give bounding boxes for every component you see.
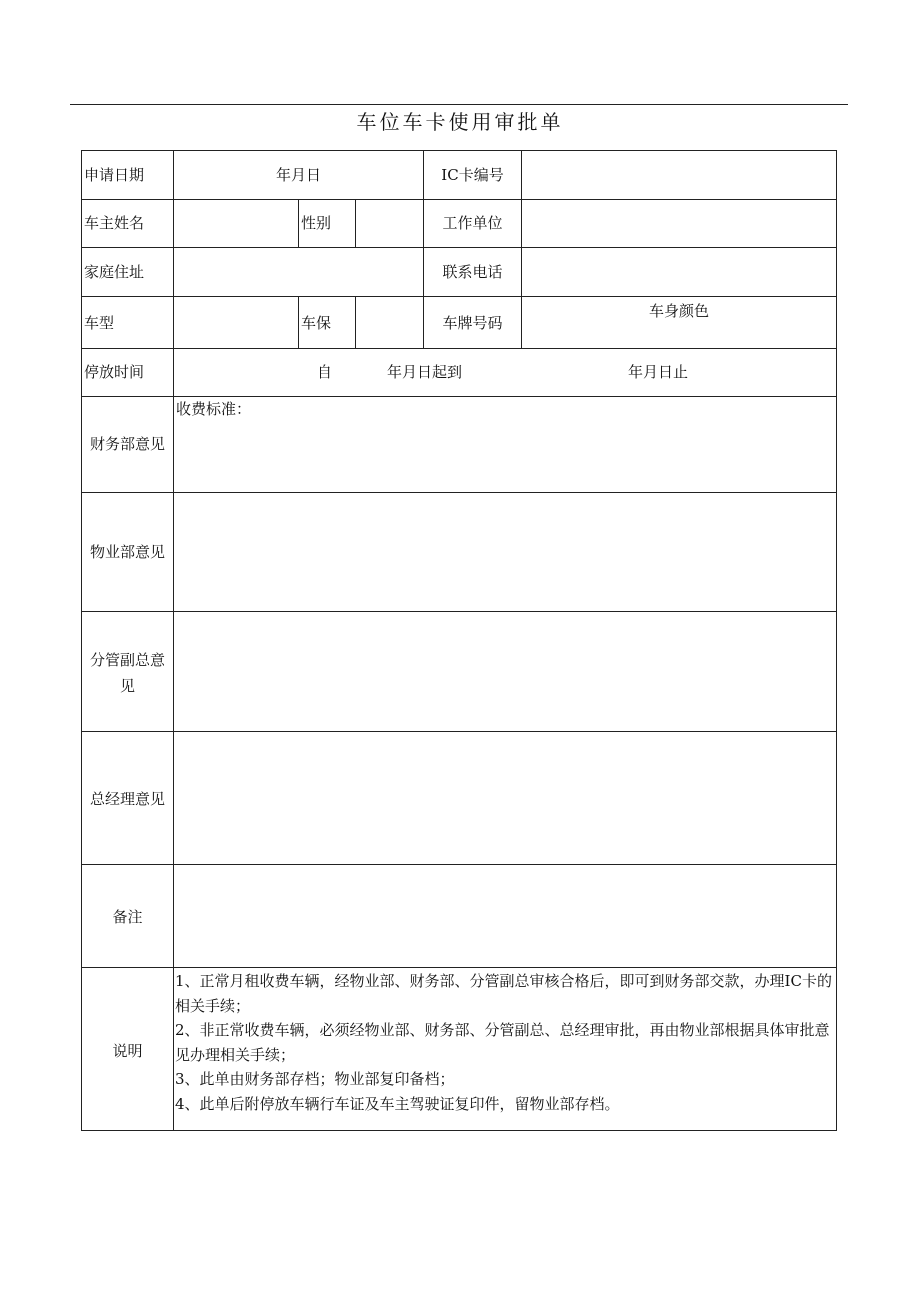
fee-standard-label: 收费标准：: [176, 400, 252, 418]
approval-form-table: [81, 150, 837, 1131]
note-item: 4、此单后附停放车辆行车证及车主驾驶证复印件，留物业部存档。: [175, 1094, 620, 1113]
apply-date-label: 申请日期: [84, 166, 145, 184]
row-divider: [82, 731, 836, 732]
note-item: 2、非正常收费车辆，必须经物业部、财务部、分管副总、总经理审批，再由物业部根据具体审批意见办理相关手续；: [175, 1021, 830, 1064]
owner-name-label: 车主姓名: [84, 214, 145, 232]
apply-date-value[interactable]: 年月日: [275, 166, 321, 184]
finance-opinion-label: 财务部意见: [89, 435, 165, 453]
header-rule: [70, 104, 848, 105]
car-model-label: 车型: [84, 314, 115, 332]
gender-label: 性别: [301, 214, 332, 232]
phone-label: 联系电话: [442, 263, 503, 281]
plate-label: 车牌号码: [442, 314, 503, 332]
col-divider: [355, 296, 356, 349]
col-divider: [298, 199, 299, 248]
park-time-label: 停放时间: [84, 363, 145, 381]
col-divider: [355, 199, 356, 248]
park-from: 自: [317, 363, 333, 381]
work-unit-label: 工作单位: [442, 214, 503, 232]
home-address-label: 家庭住址: [84, 263, 145, 281]
row-divider: [82, 967, 836, 968]
row-divider: [82, 199, 836, 200]
park-end-date[interactable]: 年月日止: [628, 363, 689, 381]
row-divider: [82, 247, 836, 248]
note-item: 1、正常月租收费车辆，经物业部、财务部、分管副总审核合格后，即可到财务部交款，办理IC卡的相关手续；: [175, 972, 832, 1015]
property-opinion-label: 物业部意见: [89, 543, 165, 561]
car-insurance-label: 车保: [301, 314, 332, 332]
row-divider: [82, 348, 836, 349]
page-title: 车位车卡使用审批单: [356, 110, 564, 134]
vp-opinion-label-line1: 分管副总意: [89, 651, 165, 669]
row-divider: [82, 864, 836, 865]
remark-label: 备注: [112, 908, 143, 926]
explanation-label: 说明: [112, 1042, 143, 1060]
vp-opinion-label-line2: 见: [119, 677, 135, 695]
row-divider: [82, 296, 836, 297]
body-color-label: 车身颜色: [648, 302, 709, 320]
col-divider: [298, 296, 299, 349]
ic-card-label: IC卡编号: [441, 166, 504, 184]
gm-opinion-label: 总经理意见: [89, 790, 165, 808]
explanation-notes: [175, 969, 835, 1116]
note-item: 3、此单由财务部存档；物业部复印备档；: [175, 1070, 455, 1088]
row-divider: [82, 492, 836, 493]
row-divider: [82, 611, 836, 612]
col-divider: [173, 151, 174, 1130]
park-start-date[interactable]: 年月日起到: [387, 363, 463, 381]
